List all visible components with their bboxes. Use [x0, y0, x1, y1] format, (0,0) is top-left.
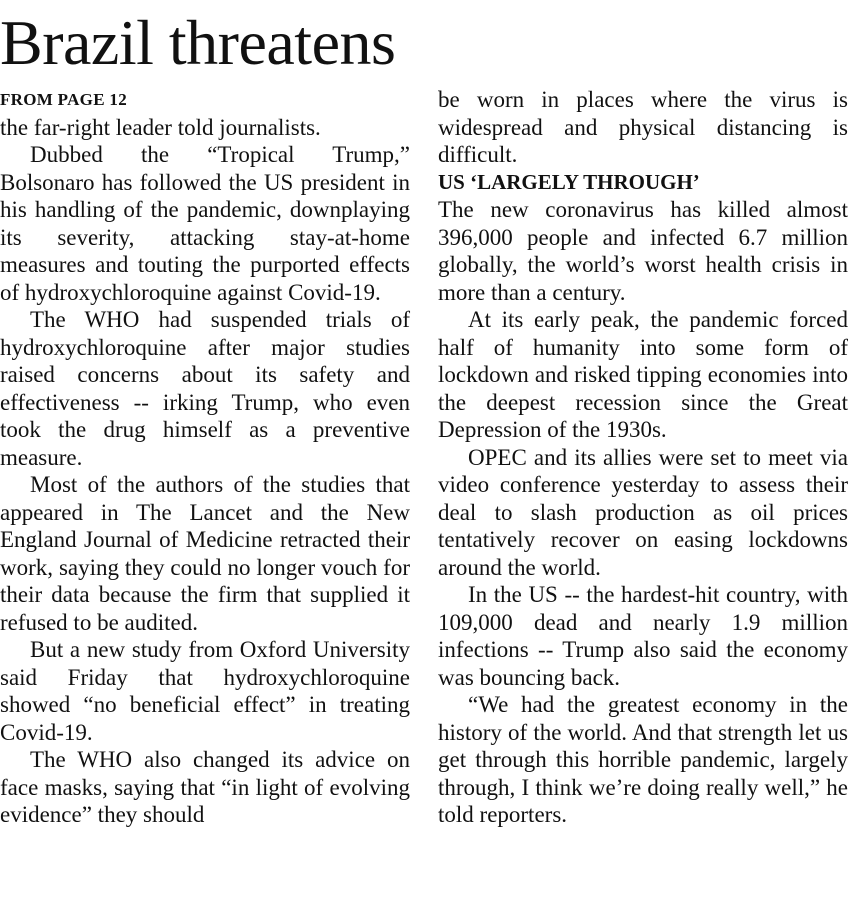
paragraph: At its early peak, the pandemic forced half of humanity into some form of lockdown and risked tipping economies into the deepest recession since the Great Depression of the 1930s. — [438, 307, 848, 442]
paragraph: Dubbed the “Tropical Trump,” Bolsonaro has followed the US president in his handling of the pandemic, downplaying its severity, attacking stay-at-home measures and touting the purported effects of hydroxychloroquine against Covid-19. — [0, 142, 410, 305]
article-column-right — [438, 86, 848, 829]
continued-from-kicker: FROM PAGE 12 — [0, 90, 127, 109]
paragraph: In the US -- the hardest-hit country, with 109,000 dead and nearly 1.9 million infections -- Trump also said the economy was bouncing back. — [438, 582, 848, 690]
paragraph: “We had the greatest economy in the history of the world. And that strength let us get through this horrible pandemic, largely through, I think we’re doing really well,” he told reporters. — [438, 692, 848, 827]
paragraph: But a new study from Oxford University said Friday that hydroxychloroquine showed “no beneficial effect” in treating Covid-19. — [0, 637, 410, 745]
paragraph: Most of the authors of the studies that appeared in The Lancet and the New England Journal of Medicine retracted their work, saying they could no longer vouch for their data because the firm that supplied it refused to be audited. — [0, 472, 410, 635]
headline: Brazil threatens — [0, 7, 396, 78]
paragraph: the far-right leader told journalists. — [0, 114, 321, 140]
article-column-left — [0, 86, 410, 829]
paragraph: be worn in places where the virus is widespread and physical distancing is difficult. — [438, 87, 848, 167]
section-subhead: US ‘LARGELY THROUGH’ — [438, 169, 700, 194]
paragraph: The new coronavirus has killed almost 396,000 people and infected 6.7 million globally, the world’s worst health crisis in more than a century. — [438, 197, 848, 305]
paragraph: OPEC and its allies were set to meet via video conference yesterday to assess their deal to slash production as oil prices tentatively recover on easing lockdowns around the world. — [438, 444, 848, 580]
paragraph: The WHO also changed its advice on face masks, saying that “in light of evolving evidence” they should — [0, 747, 410, 827]
paragraph: The WHO had suspended trials of hydroxychloroquine after major studies raised concerns about its safety and effectiveness -- irking Trump, who even took the drug himself as a preventive measure. — [0, 307, 410, 470]
